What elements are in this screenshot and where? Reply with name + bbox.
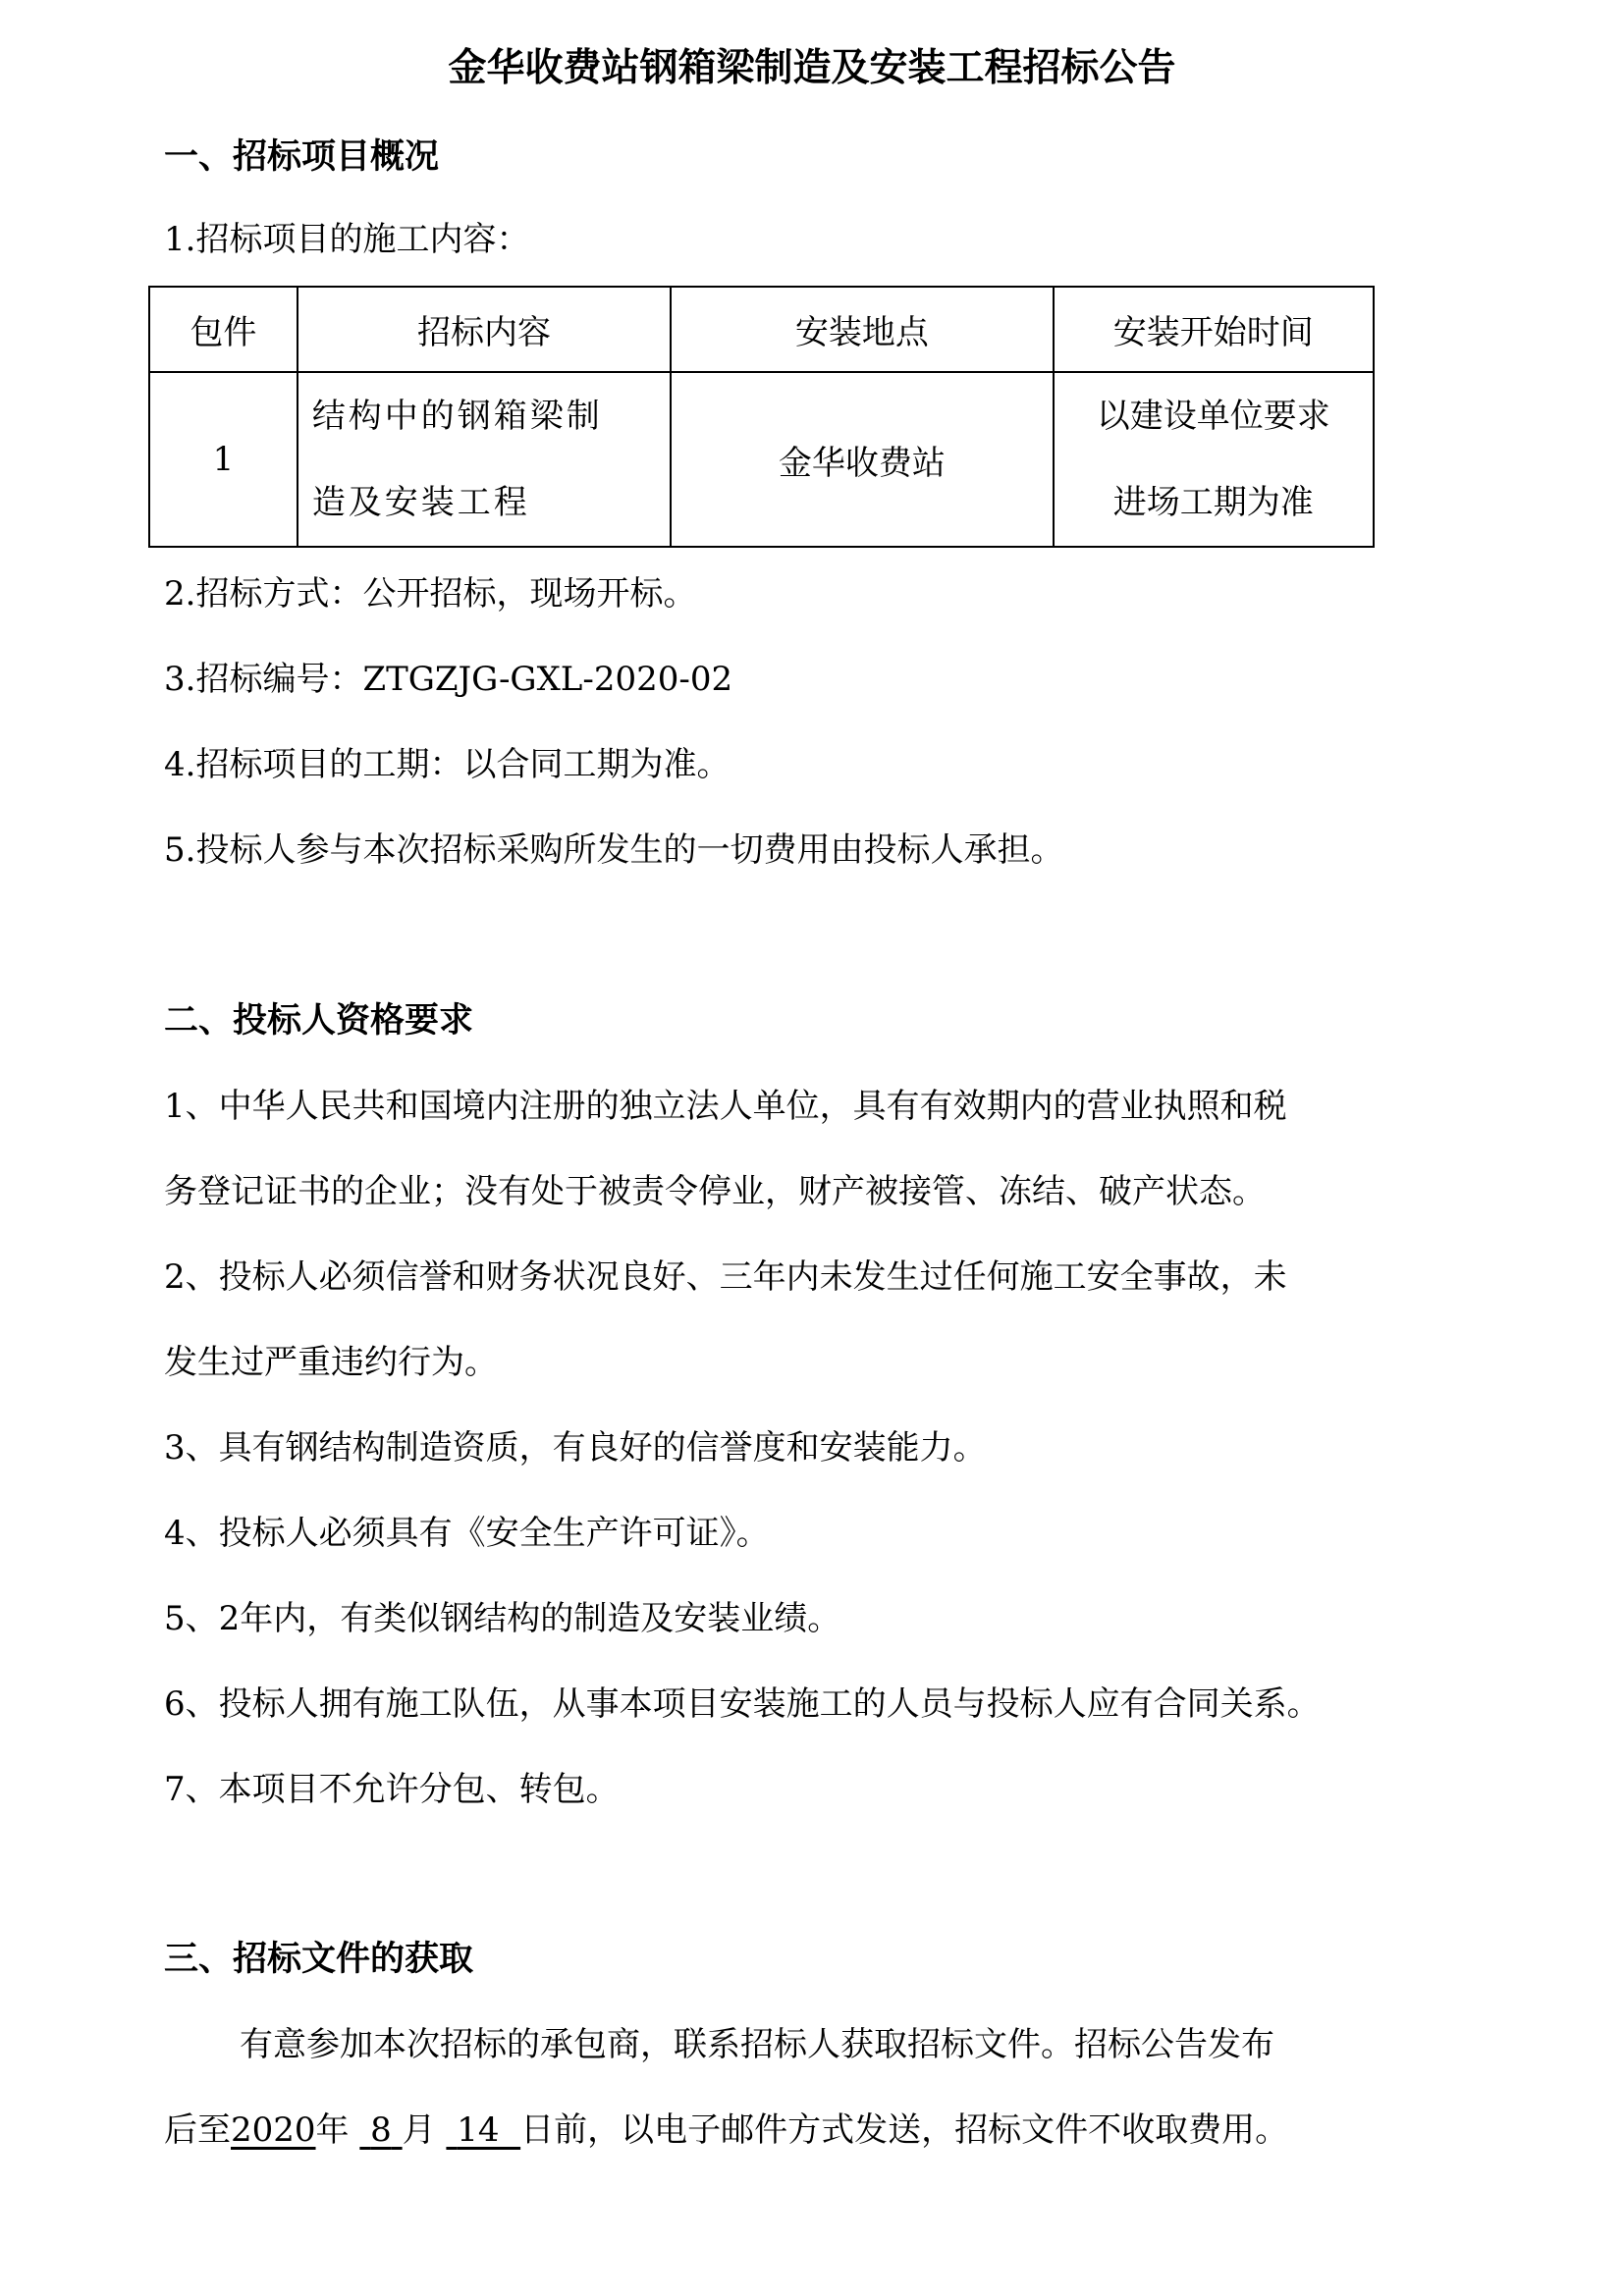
deadline-day xyxy=(446,2110,520,2150)
requirement-2-line2: 发生过严重违约行为。 xyxy=(164,1343,498,1382)
requirement-5: 5、2年内，有类似钢结构的制造及安装业绩。 xyxy=(164,1599,841,1638)
requirement-1-line2: 务登记证书的企业；没有处于被责令停业，财产被接管、冻结、破产状态。 xyxy=(164,1172,1266,1211)
requirement-3: 3、具有钢结构制造资质，有良好的信誉度和安装能力。 xyxy=(164,1428,987,1468)
section1-item5: 5.投标人参与本次招标采购所发生的一切费用由投标人承担。 xyxy=(164,830,1064,870)
section1-item4: 4.招标项目的工期：以合同工期为准。 xyxy=(164,745,731,784)
cell-content-line1: 结构中的钢箱梁制 xyxy=(311,397,603,436)
section1-item2: 2.招标方式：公开招标，现场开标。 xyxy=(164,574,697,614)
section2-heading: 二、投标人资格要求 xyxy=(164,1001,474,1041)
requirement-6: 6、投标人拥有施工队伍，从事本项目安装施工的人员与投标人应有合同关系。 xyxy=(164,1684,1321,1724)
cell-content-line2: 造及安装工程 xyxy=(311,483,530,522)
deadline-year-unit: 年 xyxy=(315,2110,350,2150)
bid-table-header-row xyxy=(149,287,1374,372)
table-header-content: 招标内容 xyxy=(298,287,671,372)
cell-start-time xyxy=(1054,372,1375,547)
bid-table xyxy=(148,286,1375,548)
requirement-1-line1: 1、中华人民共和国境内注册的独立法人单位，具有有效期内的营业执照和税 xyxy=(164,1087,1287,1126)
deadline-day-value: 14 xyxy=(457,2110,500,2150)
deadline-month-unit: 月 xyxy=(402,2110,436,2150)
section1-item1: 1.招标项目的施工内容： xyxy=(164,220,530,259)
section3-heading: 三、招标文件的获取 xyxy=(164,1940,474,1979)
section3-paragraph-line1: 有意参加本次招标的承包商，联系招标人获取招标文件。招标公告发布 xyxy=(240,2025,1274,2064)
requirement-4: 4、投标人必须具有《安全生产许可证》。 xyxy=(164,1514,770,1553)
deadline-month-value: 8 xyxy=(370,2110,392,2150)
cell-package: 1 xyxy=(149,372,298,547)
section1-heading: 一、招标项目概况 xyxy=(164,137,440,177)
table-header-package: 包件 xyxy=(149,287,298,372)
cell-time-line1: 以建设单位要求 xyxy=(1096,397,1330,436)
requirement-2-line1: 2、投标人必须信誉和财务状况良好、三年内未发生过任何施工安全事故，未 xyxy=(164,1257,1287,1297)
document-title: 金华收费站钢箱梁制造及安装工程招标公告 xyxy=(448,46,1176,90)
table-row xyxy=(149,372,1374,547)
table-header-start-time: 安装开始时间 xyxy=(1054,287,1375,372)
cell-content xyxy=(298,372,671,547)
requirement-7: 7、本项目不允许分包、转包。 xyxy=(164,1770,620,1809)
table-header-location: 安装地点 xyxy=(671,287,1053,372)
cell-location: 金华收费站 xyxy=(671,372,1053,547)
paragraph-prefix: 后至 xyxy=(164,2110,231,2150)
deadline-year: 2020 xyxy=(231,2110,316,2150)
section3-paragraph-line2 xyxy=(164,2101,1288,2160)
cell-time-line2: 进场工期为准 xyxy=(1112,483,1314,522)
section1-item3: 3.招标编号：ZTGZJG-GXL-2020-02 xyxy=(164,660,733,699)
paragraph-suffix: 日前，以电子邮件方式发送，招标文件不收取费用。 xyxy=(520,2110,1289,2150)
deadline-month xyxy=(359,2110,402,2150)
